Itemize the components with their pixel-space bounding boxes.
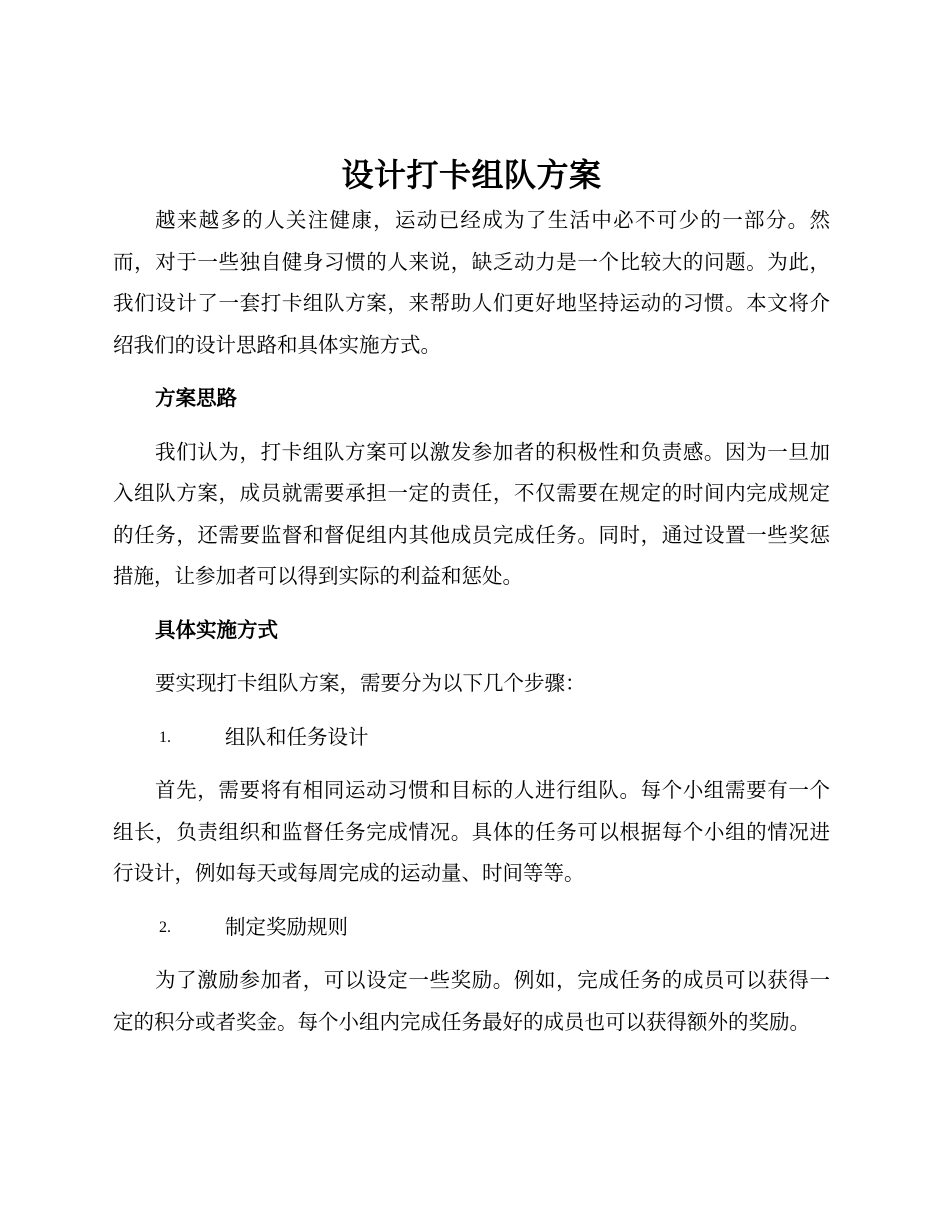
list-item-step-1 bbox=[113, 717, 830, 759]
list-item-step-2 bbox=[113, 907, 830, 949]
step-1-paragraph: 首先，需要将有相同运动习惯和目标的人进行组队。每个小组需要有一个组长，负责组织和监督任务完成情况。具体的任务可以根据每个小组的情况进行设计，例如每天或每周完成的运动量、时间等等。 bbox=[113, 778, 830, 885]
spacer bbox=[113, 420, 830, 432]
intro-paragraph: 越来越多的人关注健康，运动已经成为了生活中必不可少的一部分。然而，对于一些独自健身习惯的人来说，缺乏动力是一个比较大的问题。为此，我们设计了一套打卡组队方案，来帮助人们更好地坚持运动的习惯。本文将介绍我们的设计思路和具体实施方式。 bbox=[113, 208, 830, 357]
spacer bbox=[113, 651, 830, 663]
list-number: 1. bbox=[159, 728, 171, 746]
step-2-paragraph: 为了激励参加者，可以设定一些奖励。例如，完成任务的成员可以获得一定的积分或者奖金。每个小组内完成任务最好的成员也可以获得额外的奖励。 bbox=[113, 968, 830, 1034]
approach-paragraph: 我们认为，打卡组队方案可以激发参加者的积极性和负责感。因为一旦加入组队方案，成员就需要承担一定的责任，不仅需要在规定的时间内完成规定的任务，还需要监督和督促组内其他成员完成任务。同时，通过设置一些奖惩措施，让参加者可以得到实际的利益和惩处。 bbox=[113, 439, 830, 588]
spacer bbox=[113, 366, 830, 378]
implementation-lead: 要实现打卡组队方案，需要分为以下几个步骤： bbox=[155, 671, 586, 695]
section-heading-implementation: 具体实施方式 bbox=[155, 617, 278, 642]
page-title: 设计打卡组队方案 bbox=[341, 156, 602, 194]
spacer bbox=[113, 598, 830, 610]
document-content bbox=[113, 150, 830, 1043]
spacer bbox=[113, 705, 830, 717]
list-title: 组队和任务设计 bbox=[225, 724, 369, 749]
section-heading-approach: 方案思路 bbox=[155, 386, 237, 410]
list-title: 制定奖励规则 bbox=[225, 914, 348, 939]
list-number: 2. bbox=[159, 918, 171, 936]
spacer bbox=[113, 948, 830, 960]
spacer bbox=[113, 895, 830, 907]
spacer bbox=[113, 758, 830, 770]
